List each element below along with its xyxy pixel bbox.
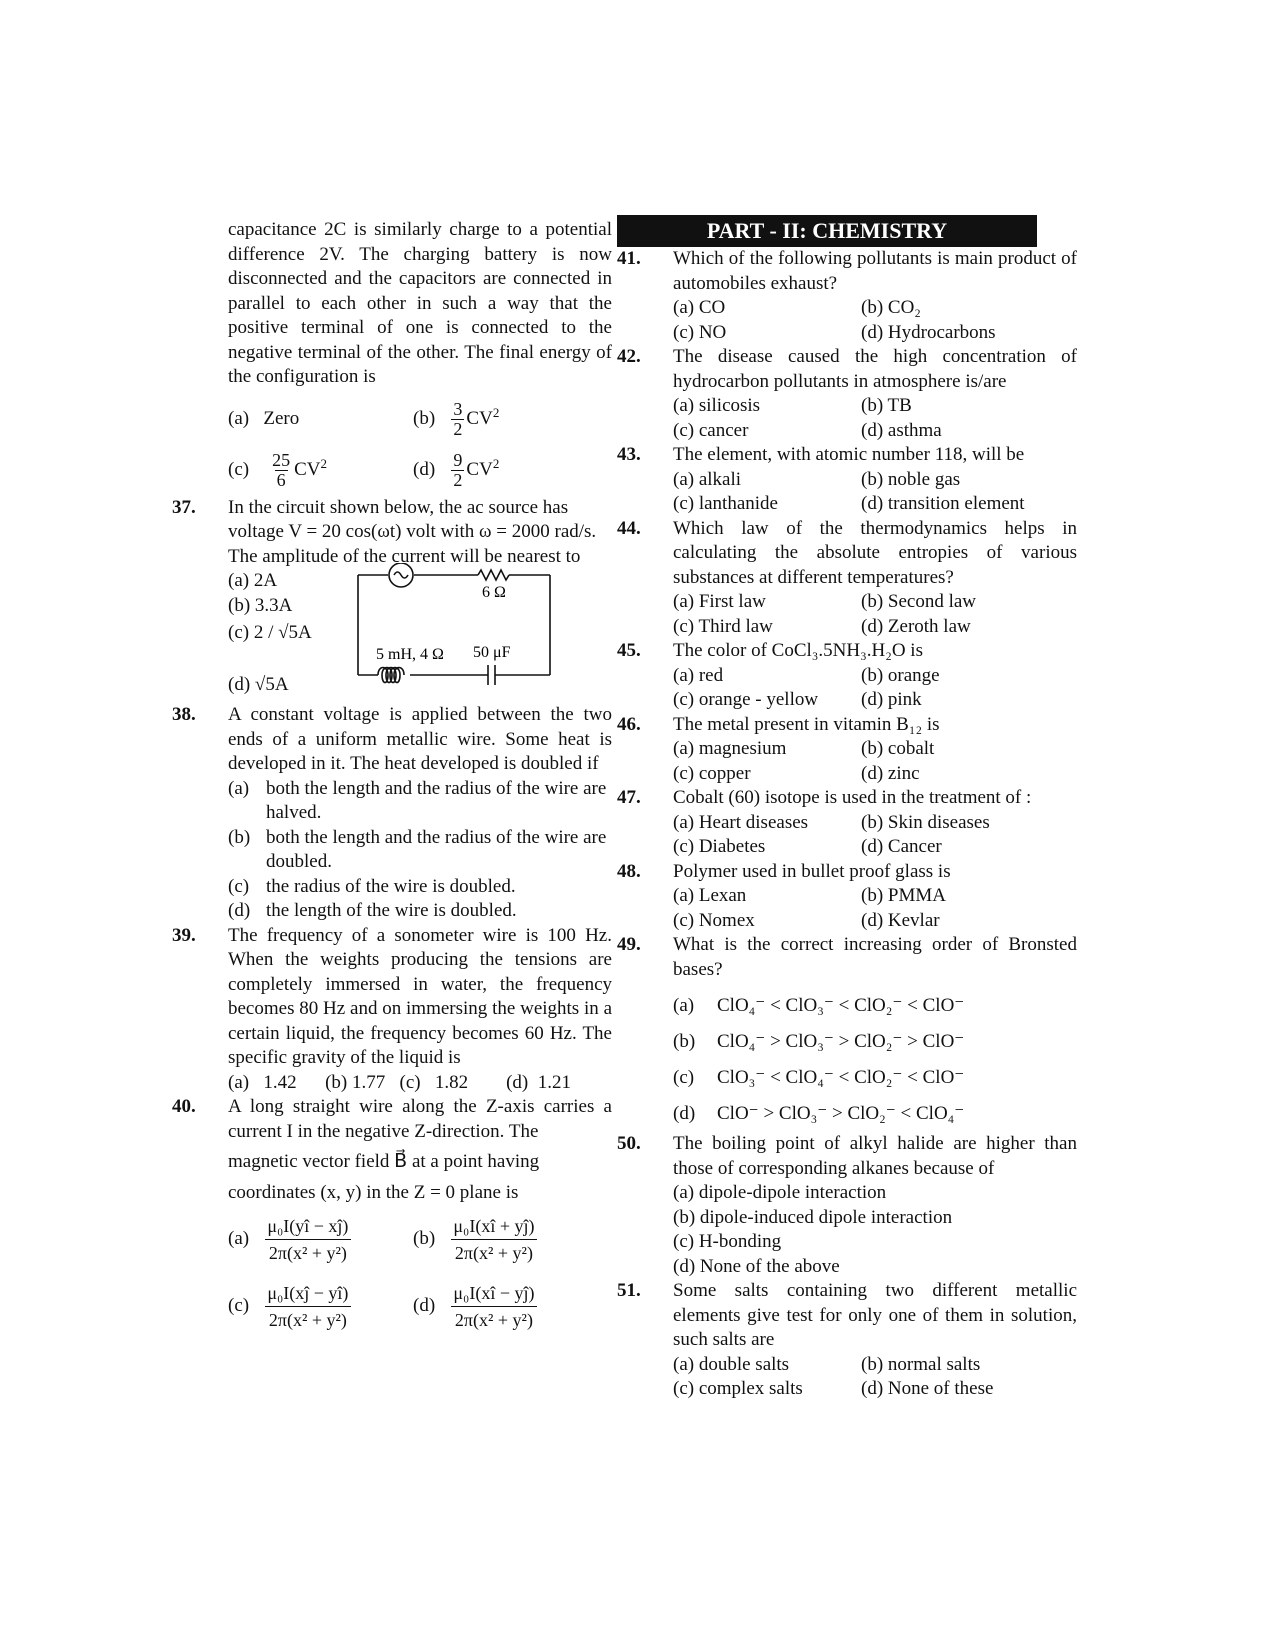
inductor-label: 5 mH, 4 Ω	[376, 646, 444, 663]
question-stem: Polymer used in bullet proof glass is	[673, 860, 951, 882]
q40-option-c: (c) $\frac{\text{μ₀I(xĵ − yî)}}{\text{2π(x² + y²)}}$	[228, 1280, 413, 1333]
right-column	[617, 215, 1077, 1402]
option-a: (a) First law	[673, 591, 766, 612]
question-number: 41.	[617, 248, 641, 269]
option-b: (b) orange	[861, 664, 940, 686]
q49-option-d: (d) ClO⁻ > ClO₃⁻ > ClO₂⁻ < ClO₄⁻	[673, 1103, 965, 1124]
left-column	[172, 218, 612, 1333]
q40-options-cd	[228, 1280, 612, 1333]
q49-option-b: (b) ClO₄⁻ > ClO₃⁻ > ClO₂⁻ > ClO⁻	[673, 1031, 965, 1052]
q40-options-ab	[228, 1213, 612, 1266]
option-a: (a) CO	[673, 297, 726, 318]
q51-option-d: (d) None of these	[861, 1378, 994, 1399]
question-51	[617, 1279, 1077, 1402]
question-45	[617, 639, 1077, 713]
option-b: (b) PMMA	[861, 885, 946, 906]
question-38	[172, 703, 612, 924]
option-c: (c) copper	[673, 762, 751, 784]
option-c: (c) lanthanide	[673, 493, 778, 514]
question-stem: The frequency of a sonometer wire is 100 Hz. When the weights producing the tensions are completely immersed in water, the frequency becomes 80 Hz and on immersing the weights in a certain liquid, the frequency becomes 60 Hz. The specific gravity of the liquid is	[228, 924, 612, 1068]
question-number: 43.	[617, 444, 641, 465]
option-c: (c) Nomex	[673, 909, 755, 931]
question-stem: Cobalt (60) isotope is used in the treatment of :	[673, 787, 1032, 808]
q36-options	[172, 394, 612, 496]
question-stem: Which of the following pollutants is main product of automobiles exhaust?	[673, 248, 1077, 294]
question-42	[617, 345, 1077, 443]
question-number: 38.	[172, 704, 196, 725]
q36-continuation: capacitance 2C is similarly charge to a potential difference 2V. The charging battery is now disconnected and the capacitors are connected in parallel to each other in such a way that the positive terminal of one is connected to the negative terminal of the other. The final energy of the configuration is	[228, 219, 612, 387]
capacitor-label: 50 μF	[473, 644, 511, 661]
question-47	[617, 786, 1077, 860]
q37-option-c: (c) 2 / √5A	[228, 622, 312, 643]
q50-option-c: (c) H-bonding	[673, 1231, 782, 1252]
question-stem: In the circuit shown below, the ac source has voltage V = 20 cos(ωt) volt with ω = 2000 rad/s. The amplitude of the current will be nearest to	[228, 496, 597, 567]
question-stem: The color of CoCl₃.5NH₃.H₂O is	[673, 640, 923, 661]
question-50	[617, 1132, 1077, 1279]
option-d: (d) zinc	[861, 762, 920, 784]
q38-option-d: (d) the length of the wire is doubled.	[228, 900, 517, 921]
q36-option-c: (c) $\frac{25}{6}$ $CV^2$	[228, 450, 327, 490]
question-number: 39.	[172, 924, 196, 946]
option-d: (d) Hydrocarbons	[861, 321, 996, 343]
question-number: 47.	[617, 787, 641, 808]
option-b: (b) Skin diseases	[861, 811, 990, 833]
q51-option-b: (b) normal salts	[861, 1353, 981, 1375]
q49-option-c: (c) ClO₃⁻ < ClO₄⁻ < ClO₂⁻ < ClO⁻	[673, 1067, 965, 1088]
question-stem: The metal present in vitamin B₁₂ is	[673, 713, 940, 735]
q36-option-a: (a) Zero	[228, 408, 300, 430]
question-43	[617, 443, 1077, 517]
question-number: 51.	[617, 1280, 641, 1301]
question-number: 42.	[617, 346, 641, 367]
option-b: (b) CO₂	[861, 297, 921, 318]
option-c: (c) NO	[673, 321, 727, 343]
q50-option-a: (a) dipole-dipole interaction	[673, 1182, 887, 1203]
option-b: (b) TB	[861, 395, 912, 416]
option-d: (d) asthma	[861, 419, 942, 441]
option-a: (a) silicosis	[673, 395, 761, 416]
option-d: (d) Zeroth law	[861, 615, 971, 637]
question-39	[172, 924, 612, 1096]
q36-option-d: (d) $\frac{9}{2}$ $CV^2$	[413, 450, 500, 490]
question-49	[617, 933, 1077, 1132]
q37-option-b: (b) 3.3A	[228, 595, 293, 616]
question-stem: The disease caused the high concentration of hydrocarbon pollutants in atmosphere is/are	[673, 346, 1077, 392]
question-37	[172, 496, 612, 704]
q37-option-d: (d) √5A	[228, 674, 289, 695]
q51-option-c: (c) complex salts	[673, 1378, 803, 1399]
option-a: (a) Heart diseases	[673, 811, 809, 833]
option-c: (c) Third law	[673, 615, 773, 637]
question-number: 49.	[617, 934, 641, 955]
question-number: 45.	[617, 640, 641, 661]
q37-options	[228, 569, 612, 703]
question-stem: What is the correct increasing order of Bronsted bases?	[673, 934, 1077, 980]
q38-option-a: (a) both the length and the radius of the wire are halved.	[228, 777, 607, 823]
q36-option-b: (b) $\frac{3}{2}$ $CV^2$	[413, 399, 500, 439]
question-number: 40.	[172, 1096, 196, 1117]
question-stem: Which law of the thermodynamics helps in calculating the absolute entropies of various substances at different temperatures?	[673, 517, 1077, 588]
option-d: (d) pink	[861, 689, 922, 710]
question-number: 48.	[617, 860, 641, 882]
q37-option-a: (a) 2A	[228, 570, 278, 591]
q40-option-b: (b) $\frac{\text{μ₀I(xî + yĵ)}}{\text{2π(x² + y²)}}$	[413, 1213, 612, 1266]
q40-option-d: (d) $\frac{\text{μ₀I(xî − yĵ)}}{\text{2π(x² + y²)}}$	[413, 1280, 612, 1333]
question-number: 37.	[172, 496, 196, 518]
q50-option-b: (b) dipole-induced dipole interaction	[673, 1206, 953, 1228]
q38-option-b: (b) both the length and the radius of the wire are doubled.	[228, 826, 607, 872]
option-d: (d) transition element	[861, 493, 1025, 514]
option-c: (c) cancer	[673, 419, 749, 441]
question-40	[172, 1095, 612, 1333]
question-stem: A long straight wire along the Z-axis carries a current I in the negative Z-direction. The magnetic vector field B⃗ at a point having coordinates (x, y) in the Z = 0 plane is	[228, 1096, 612, 1203]
question-number: 50.	[617, 1133, 641, 1154]
option-b: (b) cobalt	[861, 738, 935, 759]
chemistry-questions	[617, 247, 1077, 933]
q51-option-a: (a) double salts	[673, 1353, 790, 1375]
option-a: (a) magnesium	[673, 738, 787, 759]
question-stem: Some salts containing two different metallic elements give test for only one of them in solution, such salts are	[673, 1280, 1077, 1350]
q49-option-a: (a) ClO₄⁻ < ClO₃⁻ < ClO₂⁻ < ClO⁻	[673, 995, 965, 1016]
option-b: (b) noble gas	[861, 468, 961, 490]
q39-options: (a) 1.42 (b) 1.77 (c) 1.82 (d) 1.21	[228, 1071, 571, 1093]
option-a: (a) Lexan	[673, 885, 747, 906]
question-number: 46.	[617, 713, 641, 735]
option-d: (d) Cancer	[861, 836, 942, 857]
question-stem: A constant voltage is applied between the two ends of a uniform metallic wire. Some heat is developed in it. The heat developed is doubled if	[228, 704, 612, 774]
question-44	[617, 517, 1077, 640]
option-a: (a) alkali	[673, 468, 742, 490]
option-c: (c) orange - yellow	[673, 689, 819, 710]
question-stem: The boiling point of alkyl halide are higher than those of corresponding alkanes because of	[673, 1133, 1077, 1179]
section-header: PART - II: CHEMISTRY	[617, 215, 1037, 247]
q50-option-d: (d) None of the above	[673, 1255, 840, 1277]
option-c: (c) Diabetes	[673, 836, 766, 857]
option-a: (a) red	[673, 664, 724, 686]
q38-option-c: (c) the radius of the wire is doubled.	[228, 875, 516, 897]
question-46	[617, 713, 1077, 787]
circuit-diagram	[348, 563, 598, 693]
resistor-label: 6 Ω	[482, 584, 506, 601]
question-number: 44.	[617, 517, 641, 539]
question-stem: The element, with atomic number 118, will be	[673, 444, 1025, 465]
q49-options	[673, 988, 1077, 1132]
option-b: (b) Second law	[861, 591, 977, 612]
option-d: (d) Kevlar	[861, 909, 940, 931]
question-41	[617, 247, 1077, 345]
q40-option-a: (a) $\frac{\text{μ₀I(yî − xĵ)}}{\text{2π(x² + y²)}}$	[228, 1213, 413, 1266]
question-48	[617, 860, 1077, 934]
